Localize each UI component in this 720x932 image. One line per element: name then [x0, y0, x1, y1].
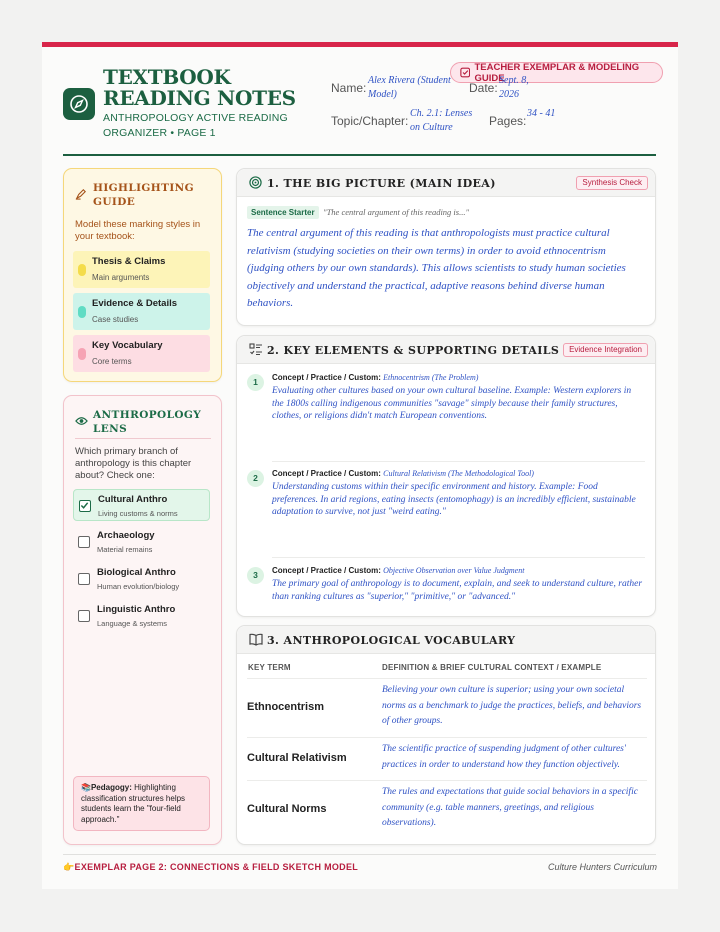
teacher-exemplar-badge: [450, 62, 663, 83]
main-idea-answer[interactable]: The central argument of this reading is that anthropologists must practice cultural relativism (studying societies on their own terms) in order to avoid ethnocentrism (judging others by our own standards). This allows scientists to study human societies objectively and understand the practical, adaptive reasons behind diverse human behaviors.: [247, 227, 626, 309]
option-checkbox[interactable]: [78, 610, 90, 622]
highlight-style-title: Thesis & Claims: [92, 256, 166, 267]
lens-option[interactable]: [73, 526, 210, 558]
highlight-style-sub: Main arguments: [92, 273, 150, 282]
element-number: 1: [247, 374, 264, 391]
element-separator: [272, 461, 645, 462]
pedagogy-text: Highlighting classification structures helps students learn the "four-field approach.": [81, 783, 186, 824]
concept-label: [272, 373, 645, 382]
topic-field[interactable]: Ch. 2.1: Lenses on Culture: [410, 108, 473, 133]
option-title: Cultural Anthro: [98, 494, 168, 505]
key-element-item: [272, 566, 645, 603]
element-detail[interactable]: The primary goal of anthropology is to document, explain, and seek to understand culture, rather than ranking cultures as "superior," "primitive," or "advanced.": [272, 579, 643, 602]
pedagogy-note: [73, 776, 210, 831]
element-separator: [272, 557, 645, 558]
option-title: Archaeology: [97, 530, 155, 541]
option-sub: Living customs & norms: [98, 509, 178, 518]
eye-icon: [75, 415, 88, 427]
compass-logo: [63, 88, 95, 120]
name-field[interactable]: Alex Rivera (Student Model): [368, 75, 451, 100]
name-label: Name:: [331, 81, 367, 95]
book-icon: [249, 633, 263, 646]
concept-label: [272, 469, 645, 478]
lens-option[interactable]: [73, 489, 210, 521]
option-checkbox[interactable]: [79, 500, 91, 512]
lens-option[interactable]: [73, 563, 210, 595]
color-swatch: [78, 306, 86, 318]
synthesis-check-tag: Synthesis Check: [576, 176, 648, 190]
pointing-hand-icon: 👉: [63, 862, 75, 872]
key-term-column-header: KEY TERM: [248, 663, 291, 672]
vocabulary-definition[interactable]: Believing your own culture is superior; using your own societal norms as a benchmark to judge the practices, beliefs, and behaviors of other groups.: [382, 685, 642, 726]
color-swatch: [78, 348, 86, 360]
evidence-integration-tag: Evidence Integration: [563, 343, 648, 357]
key-elements-section: [236, 335, 656, 617]
highlight-style-sub: Case studies: [92, 315, 139, 324]
highlight-style-title: Evidence & Details: [92, 298, 178, 309]
concept-value[interactable]: Objective Observation over Value Judgment: [383, 566, 525, 575]
curriculum-name: Culture Hunters Curriculum: [547, 862, 657, 872]
key-elements-title: 2. KEY ELEMENTS & SUPPORTING DETAILS: [267, 344, 560, 357]
pages-field[interactable]: 34 - 41: [527, 108, 556, 119]
vocabulary-term: Ethnocentrism: [247, 701, 325, 713]
next-page-link[interactable]: [63, 862, 358, 873]
highlight-style-item: [73, 251, 210, 288]
vocabulary-row: [247, 737, 647, 780]
highlight-style-item: [73, 293, 210, 330]
topic-label: Topic/Chapter:: [331, 114, 409, 128]
concept-label-prefix: Concept / Practice / Custom:: [272, 566, 381, 575]
option-checkbox[interactable]: [78, 536, 90, 548]
element-number: 3: [247, 567, 264, 584]
next-page-label: EXEMPLAR PAGE 2: CONNECTIONS & FIELD SKETCH MODEL: [74, 862, 359, 872]
highlighting-guide-intro: Model these marking styles in your textbook:: [75, 219, 201, 242]
sentence-starter-label: Sentence Starter: [247, 206, 319, 219]
page-title: TEXTBOOK READING NOTES: [103, 65, 296, 110]
option-sub: Human evolution/biology: [97, 582, 180, 591]
worksheet-page: [42, 42, 678, 889]
big-picture-header: [237, 169, 655, 197]
highlight-style-title: Key Vocabulary: [92, 340, 163, 351]
date-label: Date:: [469, 81, 498, 95]
list-icon: [249, 343, 263, 356]
highlight-style-item: [73, 335, 210, 372]
concept-label-prefix: Concept / Practice / Custom:: [272, 469, 381, 478]
header-divider: [63, 154, 656, 156]
color-swatch: [78, 264, 86, 276]
date-value: Sept. 8, 2026: [499, 75, 529, 100]
pages-label: Pages:: [489, 114, 527, 128]
vocabulary-definition[interactable]: The rules and expectations that guide social behaviors in a specific community (e.g. table manners, greetings, and religious observations).: [382, 787, 638, 828]
books-icon: 📚: [81, 783, 91, 792]
concept-value[interactable]: Ethnocentrism (The Problem): [383, 373, 479, 382]
element-number: 2: [247, 470, 264, 487]
lens-question: Which primary branch of anthropology is this chapter about? Check one:: [75, 446, 192, 481]
vocabulary-title: 3. ANTHROPOLOGICAL VOCABULARY: [267, 634, 516, 647]
highlighter-icon: [75, 187, 88, 200]
target-icon: [249, 176, 262, 189]
lens-option[interactable]: [73, 600, 210, 632]
big-picture-title: 1. THE BIG PICTURE (MAIN IDEA): [267, 177, 496, 190]
vocabulary-row: [247, 780, 647, 842]
element-detail[interactable]: Evaluating other cultures based on your own cultural baseline. Example: Western explorers in the 1800s calling indigenous communities "savage" simply because their family structures, clothes, or religions didn't match European conventions.: [272, 386, 632, 421]
option-title: Linguistic Anthro: [97, 604, 176, 615]
vocabulary-row: [247, 678, 647, 737]
highlight-style-sub: Core terms: [92, 357, 132, 366]
checkmark-icon: [80, 501, 89, 510]
date-field[interactable]: [499, 74, 549, 102]
definition-column-header: DEFINITION & BRIEF CULTURAL CONTEXT / EXAMPLE: [382, 663, 602, 672]
checkbox-icon: [460, 67, 470, 78]
pedagogy-label: Pedagogy:: [90, 783, 132, 792]
page-subtitle: ANTHROPOLOGY ACTIVE READING ORGANIZER • PAGE 1: [103, 112, 288, 139]
key-element-item: [272, 469, 645, 519]
lens-divider: [75, 438, 211, 439]
vocabulary-header: [237, 626, 655, 654]
footer-divider: [63, 854, 656, 855]
highlighting-guide-title: HIGHLIGHTING GUIDE: [93, 182, 194, 208]
highlighting-guide-panel: [63, 168, 222, 382]
concept-value[interactable]: Cultural Relativism (The Methodological Tool): [383, 469, 534, 478]
option-checkbox[interactable]: [78, 573, 90, 585]
concept-label-prefix: Concept / Practice / Custom:: [272, 373, 381, 382]
anthropology-lens-title: ANTHROPOLOGY LENS: [93, 409, 202, 435]
vocabulary-term: Cultural Relativism: [247, 752, 347, 764]
option-title: Biological Anthro: [97, 567, 176, 578]
anthropology-lens-panel: [63, 395, 222, 845]
key-elements-header: [237, 336, 655, 364]
compass-icon: [69, 94, 89, 114]
concept-label: [272, 566, 645, 575]
badge-label: TEACHER EXEMPLAR & MODELING GUIDE: [474, 61, 640, 84]
vocabulary-term: Cultural Norms: [247, 803, 327, 815]
sentence-starter-text: "The central argument of this reading is...": [323, 207, 470, 217]
key-element-item: [272, 373, 645, 423]
element-detail[interactable]: Understanding customs within their specific environment and history. Example: Food preferences. In arid regions, eating insects (entomophagy) is an incredibly efficient, sustainable adaptation to survive, not just "weird eating.": [272, 482, 636, 517]
option-sub: Language & systems: [97, 619, 168, 628]
vocabulary-section: [236, 625, 656, 845]
option-sub: Material remains: [97, 545, 153, 554]
big-picture-section: [236, 168, 656, 326]
vocabulary-definition[interactable]: The scientific practice of suspending judgment of other cultures' practices in order to understand how they function objectively.: [382, 744, 626, 770]
